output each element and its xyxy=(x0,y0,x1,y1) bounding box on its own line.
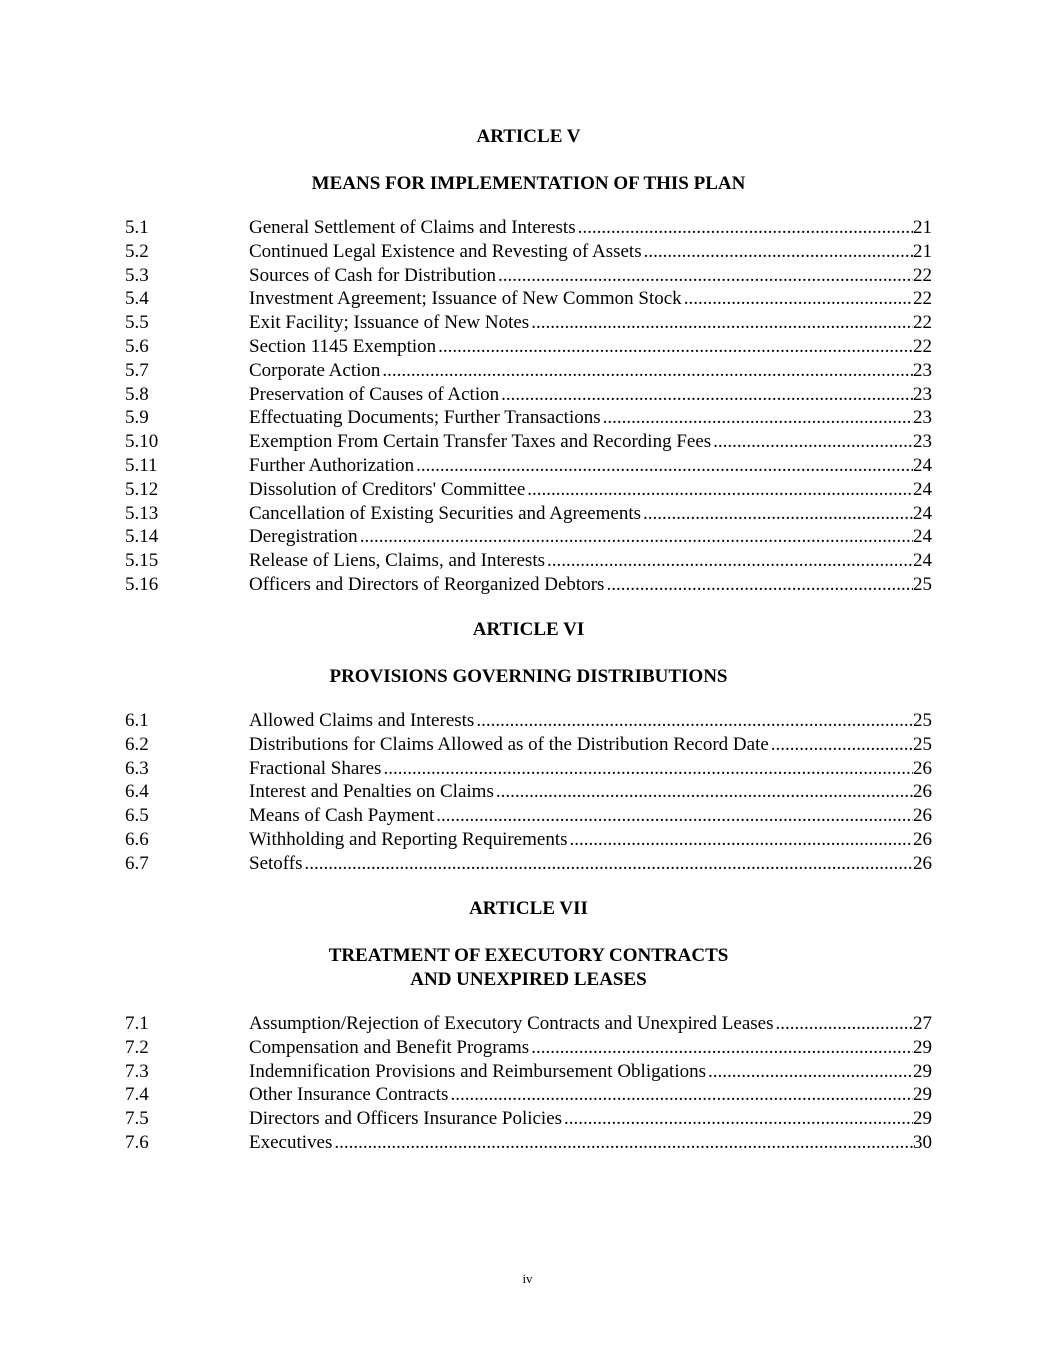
section-number: 7.1 xyxy=(125,1013,149,1034)
section-number: 5.4 xyxy=(125,288,149,310)
toc-entry[interactable] xyxy=(125,430,932,454)
page-number: 22 xyxy=(913,312,932,334)
section-number: 7.6 xyxy=(125,1131,149,1153)
toc-entry[interactable] xyxy=(125,1012,932,1036)
section-title: Allowed Claims and Interests xyxy=(249,710,475,731)
page-number: 24 xyxy=(913,550,932,572)
toc-entry[interactable] xyxy=(125,780,932,804)
page-number: 22 xyxy=(913,264,932,286)
toc-entry[interactable] xyxy=(125,1131,932,1155)
section-number: 7.4 xyxy=(125,1084,149,1106)
toc-entry[interactable] xyxy=(125,216,932,240)
section-title: Exemption From Certain Transfer Taxes and Recording Fees xyxy=(249,431,712,453)
section-title: Dissolution of Creditors' Committee xyxy=(249,478,526,500)
section-number: 6.7 xyxy=(125,852,149,874)
toc-entry[interactable] xyxy=(125,1060,932,1084)
section-title: Exit Facility; Issuance of New Notes xyxy=(249,312,530,334)
toc-entry[interactable] xyxy=(125,1083,932,1107)
toc-entry[interactable] xyxy=(125,1107,932,1131)
dot-leader xyxy=(380,359,913,383)
toc-entry[interactable] xyxy=(125,335,932,359)
section-title: General Settlement of Claims and Interests xyxy=(249,217,576,238)
dot-leader xyxy=(769,733,913,757)
toc-entry[interactable] xyxy=(125,573,932,597)
section-number: 5.15 xyxy=(125,550,159,572)
article-heading: ARTICLE VII xyxy=(469,898,588,919)
page-number: 29 xyxy=(913,1084,932,1106)
dot-leader xyxy=(496,264,913,288)
section-title: Compensation and Benefit Programs xyxy=(249,1036,530,1058)
article-title-line-1: TREATMENT OF EXECUTORY CONTRACTS xyxy=(328,945,729,966)
toc-entry[interactable] xyxy=(125,709,932,733)
toc-entry[interactable] xyxy=(125,757,932,781)
section-title: Directors and Officers Insurance Policies xyxy=(249,1108,563,1130)
page-number: 24 xyxy=(913,526,932,548)
page-number: 26 xyxy=(913,852,932,874)
page-number: 26 xyxy=(913,828,932,850)
section-number: 5.8 xyxy=(125,383,149,405)
toc-entry[interactable] xyxy=(125,287,932,311)
toc-entry[interactable] xyxy=(125,733,932,757)
section-number: 6.3 xyxy=(125,757,149,779)
page-number: 22 xyxy=(913,288,932,310)
section-title: Other Insurance Contracts xyxy=(249,1084,449,1106)
toc-entry[interactable] xyxy=(125,828,932,852)
section-number: 5.12 xyxy=(125,478,159,500)
page-number: 24 xyxy=(913,478,932,500)
page-number: 24 xyxy=(913,454,932,476)
section-title: Distributions for Claims Allowed as of the Distribution Record Date xyxy=(249,733,769,755)
dot-leader xyxy=(562,1107,913,1131)
toc-entry[interactable] xyxy=(125,383,932,407)
toc-entry[interactable] xyxy=(125,264,932,288)
section-number: 5.2 xyxy=(125,240,149,262)
footer-page-number: iv xyxy=(522,1271,533,1286)
dot-leader xyxy=(332,1131,913,1155)
section-number: 5.14 xyxy=(125,526,159,548)
article-title: PROVISIONS GOVERNING DISTRIBUTIONS xyxy=(329,666,728,687)
section-title: Officers and Directors of Reorganized Debtors xyxy=(249,573,605,595)
section-title: Section 1145 Exemption xyxy=(249,335,437,357)
dot-leader xyxy=(642,240,913,264)
toc-entry[interactable] xyxy=(125,240,932,264)
section-number: 5.3 xyxy=(125,264,149,286)
page-number: 26 xyxy=(913,781,932,803)
toc-entry[interactable] xyxy=(125,478,932,502)
dot-leader xyxy=(545,549,913,573)
section-title: Setoffs xyxy=(249,852,303,874)
section-number: 5.11 xyxy=(125,454,158,476)
toc-entry[interactable] xyxy=(125,454,932,478)
section-title: Fractional Shares xyxy=(249,757,382,779)
dot-leader xyxy=(434,804,913,828)
section-title: Investment Agreement; Issuance of New Common Stock xyxy=(249,288,682,310)
section-number: 5.16 xyxy=(125,573,159,595)
section-number: 6.5 xyxy=(125,805,149,827)
dot-leader xyxy=(448,1083,913,1107)
page-number: 25 xyxy=(913,573,932,595)
page-number: 26 xyxy=(913,805,932,827)
dot-leader xyxy=(529,311,913,335)
toc-list xyxy=(125,1012,932,1155)
toc-entry[interactable] xyxy=(125,359,932,383)
dot-leader xyxy=(641,502,913,526)
section-number: 5.9 xyxy=(125,407,149,429)
section-title: Release of Liens, Claims, and Interests xyxy=(249,550,546,572)
page-number: 23 xyxy=(913,359,932,381)
dot-leader xyxy=(525,478,913,502)
section-number: 7.2 xyxy=(125,1036,149,1058)
dot-leader xyxy=(302,852,913,876)
article-heading: ARTICLE V xyxy=(476,126,581,147)
dot-leader xyxy=(381,757,913,781)
section-title: Withholding and Reporting Requirements xyxy=(249,828,568,850)
page-number: 23 xyxy=(913,407,932,429)
toc-entry[interactable] xyxy=(125,525,932,549)
section-number: 5.5 xyxy=(125,312,149,334)
section-title: Interest and Penalties on Claims xyxy=(249,781,494,803)
dot-leader xyxy=(568,828,914,852)
section-number: 5.1 xyxy=(125,217,149,238)
article-heading: ARTICLE VI xyxy=(472,619,585,640)
section-number: 5.7 xyxy=(125,359,149,381)
page-number: 25 xyxy=(913,733,932,755)
page-number: 21 xyxy=(913,240,932,262)
page-number: 29 xyxy=(913,1060,932,1082)
toc-entry[interactable] xyxy=(125,852,932,876)
section-title: Continued Legal Existence and Revesting of Assets xyxy=(249,240,642,262)
section-title: Preservation of Causes of Action xyxy=(249,383,500,405)
section-title: Sources of Cash for Distribution xyxy=(249,264,496,286)
page-number: 23 xyxy=(913,431,932,453)
section-title: Executives xyxy=(249,1131,333,1153)
article-vi-section xyxy=(125,618,932,876)
section-title: Means of Cash Payment xyxy=(249,805,435,827)
article-title-line-2: AND UNEXPIRED LEASES xyxy=(410,969,647,990)
toc-entry[interactable] xyxy=(125,1036,932,1060)
dot-leader xyxy=(576,216,913,240)
dot-leader xyxy=(604,573,913,597)
section-number: 5.10 xyxy=(125,431,159,453)
section-number: 6.4 xyxy=(125,781,149,803)
page-number: 26 xyxy=(913,757,932,779)
dot-leader xyxy=(414,454,913,478)
section-title: Deregistration xyxy=(249,526,358,548)
section-title: Assumption/Rejection of Executory Contracts and Unexpired Leases xyxy=(249,1013,774,1034)
page-number: 24 xyxy=(913,502,932,524)
dot-leader xyxy=(529,1036,913,1060)
toc-entry[interactable] xyxy=(125,406,932,430)
section-title: Indemnification Provisions and Reimbursement Obligations xyxy=(249,1060,706,1082)
page-number: 27 xyxy=(913,1013,932,1034)
article-title: MEANS FOR IMPLEMENTATION OF THIS PLAN xyxy=(311,173,746,194)
toc-list xyxy=(125,216,932,597)
section-title: Cancellation of Existing Securities and Agreements xyxy=(249,502,642,524)
section-number: 7.3 xyxy=(125,1060,149,1082)
dot-leader xyxy=(358,525,913,549)
dot-leader xyxy=(706,1060,913,1084)
dot-leader xyxy=(682,287,913,311)
page-number: 29 xyxy=(913,1108,932,1130)
page-number: 25 xyxy=(913,710,932,731)
toc-entry[interactable] xyxy=(125,311,932,335)
section-number: 5.6 xyxy=(125,335,149,357)
section-title: Further Authorization xyxy=(249,454,415,476)
article-vii-section xyxy=(125,897,932,1155)
dot-leader xyxy=(773,1012,913,1036)
page-number: 30 xyxy=(913,1131,932,1153)
section-number: 5.13 xyxy=(125,502,159,524)
toc-entry[interactable] xyxy=(125,502,932,526)
page-number: 29 xyxy=(913,1036,932,1058)
dot-leader xyxy=(711,430,913,454)
dot-leader xyxy=(474,709,913,733)
page-number: 21 xyxy=(913,217,932,238)
dot-leader xyxy=(601,406,913,430)
section-title: Effectuating Documents; Further Transactions xyxy=(249,407,601,429)
section-number: 6.6 xyxy=(125,828,149,850)
article-v-section xyxy=(125,125,932,597)
section-number: 6.1 xyxy=(125,710,149,731)
section-title: Corporate Action xyxy=(249,359,381,381)
dot-leader xyxy=(499,383,913,407)
toc-entry[interactable] xyxy=(125,549,932,573)
section-number: 7.5 xyxy=(125,1108,149,1130)
dot-leader xyxy=(436,335,913,359)
toc-list xyxy=(125,709,932,876)
page-number: 23 xyxy=(913,383,932,405)
dot-leader xyxy=(494,780,913,804)
section-number: 6.2 xyxy=(125,733,149,755)
page-number: 22 xyxy=(913,335,932,357)
toc-entry[interactable] xyxy=(125,804,932,828)
